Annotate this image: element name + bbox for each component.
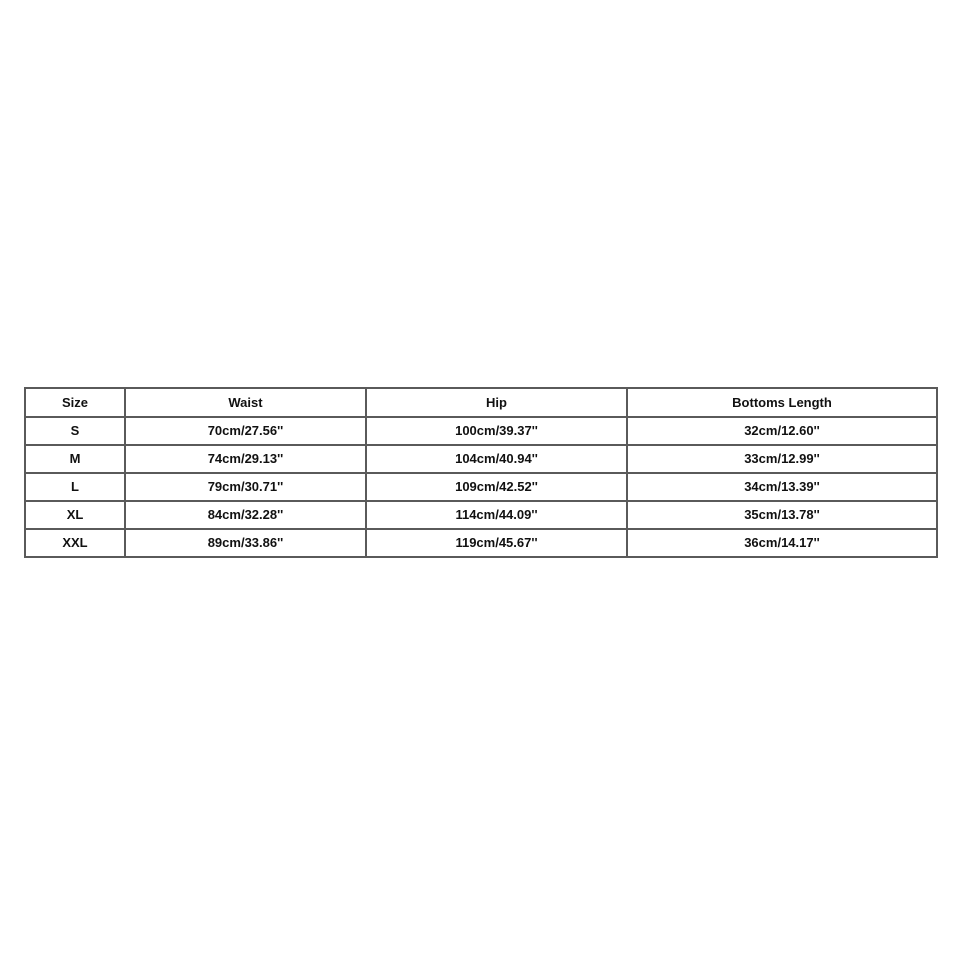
cell-size: M <box>25 445 125 473</box>
cell-hip: 119cm/45.67'' <box>366 529 627 557</box>
table-row <box>25 417 937 445</box>
cell-hip: 100cm/39.37'' <box>366 417 627 445</box>
cell-bottoms-length: 36cm/14.17'' <box>627 529 937 557</box>
cell-waist: 84cm/32.28'' <box>125 501 366 529</box>
cell-hip: 109cm/42.52'' <box>366 473 627 501</box>
header-bottoms-length: Bottoms Length <box>627 388 937 417</box>
cell-size: XL <box>25 501 125 529</box>
cell-waist: 89cm/33.86'' <box>125 529 366 557</box>
table-row <box>25 473 937 501</box>
cell-hip: 114cm/44.09'' <box>366 501 627 529</box>
cell-bottoms-length: 35cm/13.78'' <box>627 501 937 529</box>
cell-size: L <box>25 473 125 501</box>
header-hip: Hip <box>366 388 627 417</box>
cell-size: XXL <box>25 529 125 557</box>
header-size: Size <box>25 388 125 417</box>
table-header-row <box>25 388 937 417</box>
cell-waist: 79cm/30.71'' <box>125 473 366 501</box>
cell-hip: 104cm/40.94'' <box>366 445 627 473</box>
cell-size: S <box>25 417 125 445</box>
cell-waist: 74cm/29.13'' <box>125 445 366 473</box>
table-row <box>25 445 937 473</box>
header-waist: Waist <box>125 388 366 417</box>
size-chart-table <box>24 387 938 558</box>
cell-bottoms-length: 33cm/12.99'' <box>627 445 937 473</box>
table-row <box>25 501 937 529</box>
table-row <box>25 529 937 557</box>
cell-waist: 70cm/27.56'' <box>125 417 366 445</box>
cell-bottoms-length: 32cm/12.60'' <box>627 417 937 445</box>
cell-bottoms-length: 34cm/13.39'' <box>627 473 937 501</box>
